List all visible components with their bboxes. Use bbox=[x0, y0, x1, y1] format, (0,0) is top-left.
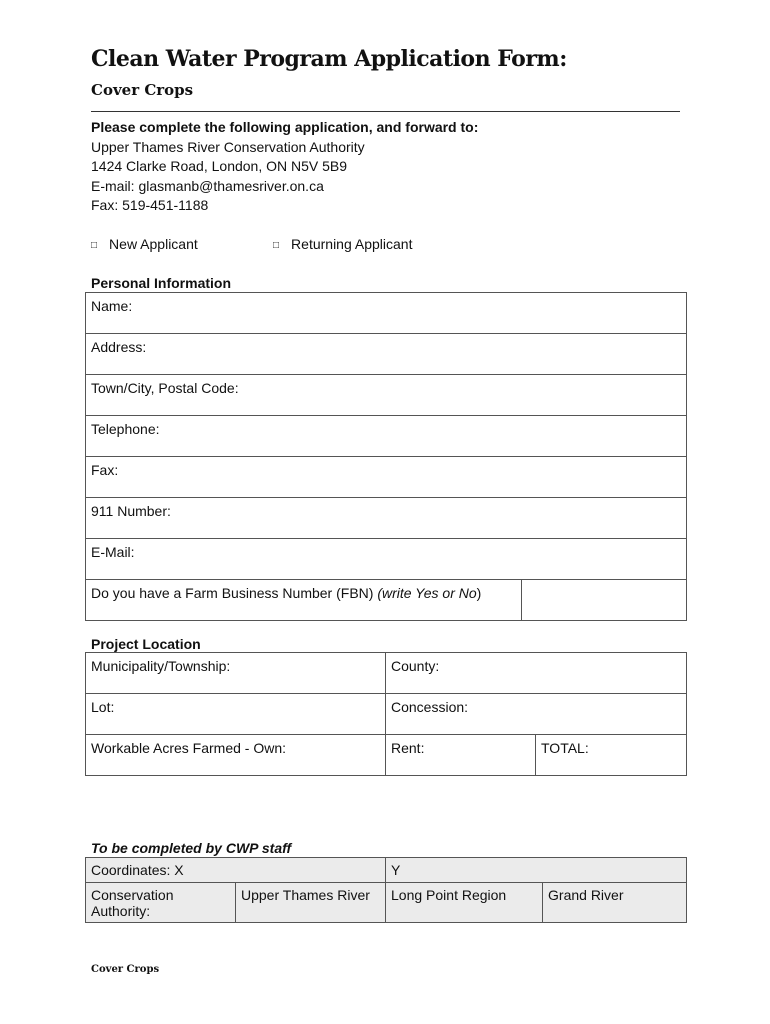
contact-fax: Fax: 519-451-1188 bbox=[91, 197, 209, 214]
coordinates-x-field[interactable] bbox=[86, 858, 386, 883]
contact-email: E-mail: glasmanb@thamesriver.on.ca bbox=[91, 177, 324, 194]
ca-option-long-point[interactable]: Long Point Region bbox=[386, 883, 543, 923]
total-label: TOTAL: bbox=[541, 740, 589, 756]
county-field[interactable] bbox=[386, 653, 687, 694]
personal-info-heading: Personal Information bbox=[91, 275, 232, 291]
coordinates-y-label: Y bbox=[391, 862, 401, 878]
checkbox-icon[interactable]: □ bbox=[91, 240, 98, 251]
911-number-field[interactable] bbox=[86, 498, 687, 539]
county-label: County: bbox=[391, 658, 440, 674]
telephone-field[interactable] bbox=[86, 416, 687, 457]
concession-field[interactable] bbox=[386, 694, 687, 735]
page-footer: Cover Crops bbox=[91, 964, 160, 975]
conservation-authority-label: Conservation Authority: bbox=[86, 883, 236, 923]
page-title: Clean Water Program Application Form: bbox=[91, 46, 567, 72]
address-field[interactable] bbox=[86, 334, 687, 375]
coordinates-y-field[interactable] bbox=[386, 858, 687, 883]
contact-block bbox=[91, 118, 478, 216]
total-field[interactable] bbox=[536, 735, 687, 776]
project-location-heading: Project Location bbox=[91, 636, 201, 652]
911-number-label: 911 Number: bbox=[91, 503, 171, 519]
checkbox-icon[interactable]: □ bbox=[273, 240, 280, 251]
coordinates-x-label: Coordinates: X bbox=[91, 862, 184, 878]
telephone-label: Telephone: bbox=[91, 421, 160, 437]
page-subtitle: Cover Crops bbox=[91, 81, 194, 99]
contact-lead: Please complete the following application, and forward to: bbox=[91, 119, 479, 135]
acres-own-field[interactable] bbox=[86, 735, 386, 776]
fbn-answer-field[interactable] bbox=[522, 580, 687, 621]
contact-org: Upper Thames River Conservation Authority bbox=[91, 138, 365, 155]
ca-option-grand-river[interactable]: Grand River bbox=[543, 883, 687, 923]
title-divider bbox=[91, 111, 680, 112]
name-field[interactable] bbox=[86, 293, 687, 334]
fbn-label: Do you have a Farm Business Number (FBN) bbox=[91, 585, 378, 601]
staff-table bbox=[85, 857, 687, 923]
lot-label: Lot: bbox=[91, 699, 115, 715]
rent-field[interactable] bbox=[386, 735, 536, 776]
email-field[interactable] bbox=[86, 539, 687, 580]
lot-field[interactable] bbox=[86, 694, 386, 735]
contact-address: 1424 Clarke Road, London, ON N5V 5B9 bbox=[91, 158, 348, 175]
concession-label: Concession: bbox=[391, 699, 469, 715]
new-applicant-label: New Applicant bbox=[109, 236, 198, 252]
personal-info-table bbox=[85, 292, 687, 621]
town-postal-field[interactable] bbox=[86, 375, 687, 416]
returning-applicant-option[interactable] bbox=[273, 236, 412, 252]
returning-applicant-label: Returning Applicant bbox=[291, 236, 413, 252]
fbn-hint: (write Yes or No bbox=[377, 585, 477, 601]
municipality-field[interactable] bbox=[86, 653, 386, 694]
address-label: Address: bbox=[91, 339, 147, 355]
acres-own-label: Workable Acres Farmed - Own: bbox=[91, 740, 287, 756]
staff-heading: To be completed by CWP staff bbox=[91, 840, 292, 856]
project-location-table bbox=[85, 652, 687, 776]
new-applicant-option[interactable] bbox=[91, 236, 198, 252]
town-postal-label: Town/City, Postal Code: bbox=[91, 380, 239, 396]
ca-option-upper-thames[interactable]: Upper Thames River bbox=[236, 883, 386, 923]
name-label: Name: bbox=[91, 298, 133, 314]
email-label: E-Mail: bbox=[91, 544, 135, 560]
fbn-question bbox=[86, 580, 522, 621]
municipality-label: Municipality/Township: bbox=[91, 658, 231, 674]
rent-label: Rent: bbox=[391, 740, 425, 756]
fax-field[interactable] bbox=[86, 457, 687, 498]
fbn-close: ) bbox=[476, 585, 482, 601]
fax-label: Fax: bbox=[91, 462, 119, 478]
